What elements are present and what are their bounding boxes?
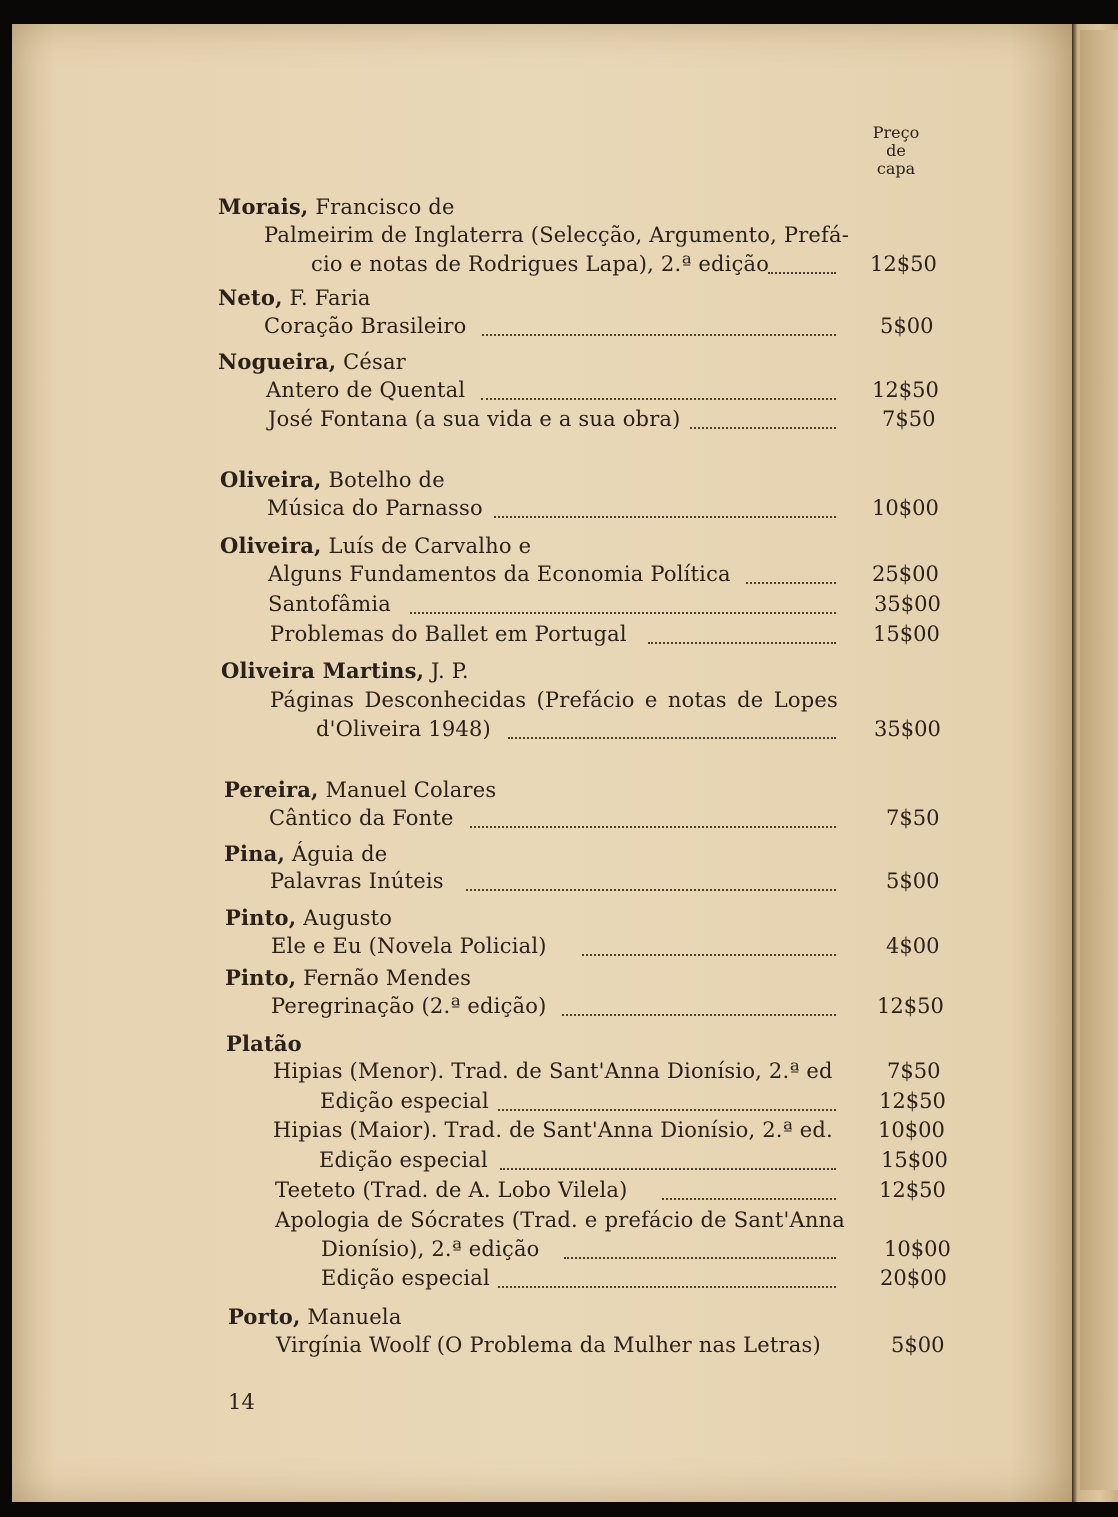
- book-price: 15$00: [881, 1148, 948, 1172]
- book-title: Antero de Quental: [266, 378, 466, 402]
- dot-leader: [582, 952, 836, 956]
- author-surname: Pinto,: [225, 965, 297, 990]
- author-given-name: J. P.: [424, 659, 469, 683]
- book-title: Hipias (Menor). Trad. de Sant'Anna Dionísio, 2.ª ed: [273, 1059, 833, 1083]
- price-column-header: [861, 124, 931, 178]
- book-price: 5$00: [880, 314, 934, 338]
- dot-leader: [564, 1255, 836, 1259]
- author-given-name: Águia de: [284, 842, 388, 866]
- dot-leader: [768, 270, 836, 274]
- book-title: José Fontana (a sua vida e a sua obra): [268, 407, 681, 431]
- dot-leader: [662, 1196, 836, 1200]
- book-title: Coração Brasileiro: [264, 314, 467, 338]
- dot-leader: [562, 1012, 836, 1016]
- book-price: 7$50: [886, 806, 940, 830]
- dot-leader: [482, 332, 836, 336]
- author-surname: Porto,: [228, 1304, 301, 1329]
- book-price: 7$50: [887, 1059, 941, 1083]
- dot-leader: [648, 640, 836, 644]
- page-number: 14: [228, 1390, 256, 1414]
- book-title: Peregrinação (2.ª edição): [271, 994, 547, 1018]
- dot-leader: [690, 425, 836, 429]
- author-heading: [218, 287, 371, 309]
- author-given-name: Botelho de: [321, 468, 445, 492]
- book-price: 12$50: [870, 252, 937, 276]
- book-title: Música do Parnasso: [267, 496, 483, 520]
- book-price: 35$00: [874, 717, 941, 741]
- book-price: 10$00: [872, 496, 939, 520]
- book-title: Páginas Desconhecidas (Prefácio e notas de Lopes: [270, 688, 838, 712]
- author-heading: [220, 469, 445, 491]
- book-price: 25$00: [872, 562, 939, 586]
- book-title: Dionísio), 2.ª edição: [321, 1237, 540, 1261]
- author-surname: Pinto,: [225, 905, 297, 930]
- author-surname: Oliveira Martins,: [221, 658, 425, 683]
- book-title: Apologia de Sócrates (Trad. e prefácio de Sant'Anna: [275, 1208, 845, 1232]
- author-heading: [218, 196, 455, 218]
- dot-leader: [498, 1107, 836, 1111]
- author-given-name: Fernão Mendes: [296, 966, 472, 990]
- price-header-line: Preço: [872, 123, 920, 142]
- dot-leader: [746, 580, 836, 584]
- book-price: 12$50: [872, 378, 939, 402]
- author-heading: [220, 535, 531, 557]
- book-price: 10$00: [878, 1118, 945, 1142]
- dot-leader: [410, 610, 836, 614]
- author-surname: Oliveira,: [220, 533, 322, 558]
- author-given-name: Luís de Carvalho e: [321, 534, 532, 558]
- book-price: 12$50: [879, 1089, 946, 1113]
- book-price: 5$00: [886, 869, 940, 893]
- author-given-name: Manuela: [300, 1305, 402, 1329]
- book-title: Alguns Fundamentos da Economia Política: [268, 562, 731, 586]
- author-surname: Platão: [226, 1031, 302, 1056]
- book-price: 4$00: [886, 934, 940, 958]
- dot-leader: [466, 887, 836, 891]
- book-price: 15$00: [873, 622, 940, 646]
- book-price: 35$00: [874, 592, 941, 616]
- book-title: Edição especial: [320, 1089, 489, 1113]
- author-heading: [224, 843, 387, 865]
- book-title: Edição especial: [319, 1148, 488, 1172]
- book-price: 12$50: [879, 1178, 946, 1202]
- author-given-name: César: [336, 350, 406, 374]
- dot-leader: [498, 1284, 836, 1288]
- book-title: Palmeirim de Inglaterra (Selecção, Argumento, Prefá-: [264, 223, 850, 247]
- next-page-edge: [1080, 30, 1118, 1490]
- author-heading: [218, 351, 406, 373]
- author-surname: Pereira,: [224, 777, 319, 802]
- author-heading: [226, 1033, 302, 1055]
- price-header-line: capa: [876, 159, 916, 178]
- author-heading: [221, 660, 469, 682]
- book-price: 5$00: [891, 1333, 945, 1357]
- book-title: Problemas do Ballet em Portugal: [270, 622, 627, 646]
- book-title: Hipias (Maior). Trad. de Sant'Anna Dionísio, 2.ª ed.: [273, 1118, 833, 1142]
- dot-leader: [470, 824, 836, 828]
- book-title: Cântico da Fonte: [269, 806, 454, 830]
- book-title: d'Oliveira 1948): [316, 717, 491, 741]
- book-price: 20$00: [880, 1266, 947, 1290]
- book-title: Edição especial: [321, 1266, 490, 1290]
- author-heading: [225, 967, 471, 989]
- book-title: Santofâmia: [268, 592, 391, 616]
- author-given-name: Augusto: [296, 906, 393, 930]
- book-title: Teeteto (Trad. de A. Lobo Vilela): [275, 1178, 628, 1202]
- author-given-name: Manuel Colares: [318, 778, 497, 802]
- dot-leader: [508, 735, 836, 739]
- dot-leader: [500, 1166, 836, 1170]
- book-price: 7$50: [882, 407, 936, 431]
- author-surname: Neto,: [218, 285, 283, 310]
- dot-leader: [494, 514, 836, 518]
- author-surname: Oliveira,: [220, 467, 322, 492]
- price-header-line: de: [886, 141, 906, 160]
- author-given-name: Francisco de: [308, 195, 455, 219]
- author-surname: Nogueira,: [218, 349, 337, 374]
- author-given-name: F. Faria: [282, 286, 371, 310]
- author-surname: Pina,: [224, 841, 285, 866]
- book-title: Ele e Eu (Novela Policial): [271, 934, 547, 958]
- book-price: 12$50: [877, 994, 944, 1018]
- book-title: Palavras Inúteis: [270, 869, 444, 893]
- dot-leader: [481, 396, 836, 400]
- author-surname: Morais,: [218, 194, 309, 219]
- book-price: 10$00: [884, 1237, 951, 1261]
- book-title: Virgínia Woolf (O Problema da Mulher nas Letras): [276, 1333, 821, 1357]
- author-heading: [224, 779, 496, 801]
- author-heading: [225, 907, 392, 929]
- author-heading: [228, 1306, 402, 1328]
- book-title: cio e notas de Rodrigues Lapa), 2.ª edição: [311, 252, 770, 276]
